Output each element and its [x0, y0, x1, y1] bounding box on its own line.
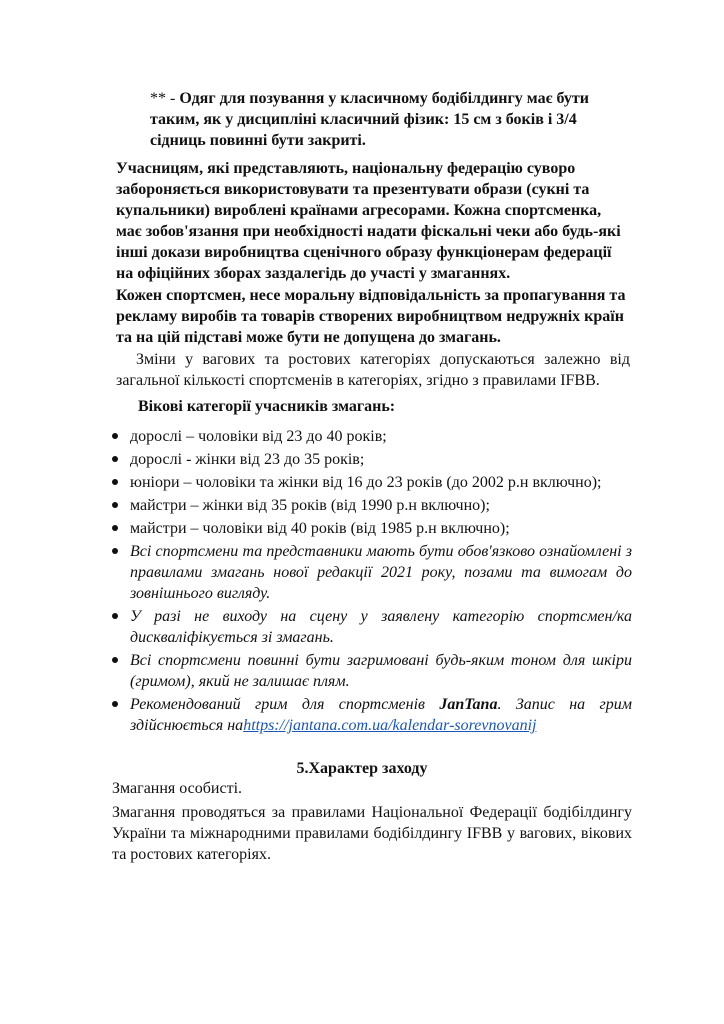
paragraph-aggressor-costumes: Учасницям, які представляють, національну федерацію суворо забороняється використовувати та презентувати образи (сукні та купальники) вироблені країнами агресорами. Кожна спортсменка, має зобов'язання при необхідності надати фіскальні чеки або будь-які інші докази виробництва сценічного образу функціонерам федерації на офіційних зборах заздалегідь до участі у змаганнях. [116, 160, 621, 282]
list-item-text: юніори – чоловіки та жінки від 16 до 23 років (до 2002 р.н включно); [130, 474, 602, 491]
note-text: Одяг для позування у класичному бодібілдингу має бути таким, як у дисципліні класичний фізик: 15 см з боків і 3/4 сідниць повинні бути закриті. [150, 90, 589, 149]
clothing-note [150, 88, 620, 151]
list-item [112, 449, 632, 470]
list-item [112, 694, 632, 736]
bullet-icon [112, 657, 118, 663]
paragraph-category-changes: Зміни у вагових та ростових категоріях допускаються залежно від загальної кількості спортсменів в категоріях, згідно з правилами IFBB. [116, 351, 630, 389]
bullet-icon [112, 525, 118, 531]
brand-name: JanTana [439, 696, 498, 713]
list-item [112, 541, 632, 604]
list-item-text: майстри – жінки від 35 років (від 1990 р.н включно); [130, 497, 490, 514]
list-item [112, 495, 632, 516]
paragraph-competition-rules: Змагання проводяться за правилами Національної Федерації бодібілдингу України та міжнародними правилами бодібілдингу IFBB у вагових, вікових та ростових категоріях. [112, 804, 632, 863]
bullet-icon [112, 433, 118, 439]
note-marker: ** - [150, 90, 180, 107]
bullet-icon [112, 548, 118, 554]
list-item-text: Всі спортсмени та представники мають бути обов'язково ознайомлені з правилами змагань нової редакції 2021 року, позами та вимогам до зовнішнього вигляду. [130, 543, 632, 602]
list-item [112, 472, 632, 493]
bullet-icon [112, 701, 118, 707]
bullet-icon [112, 479, 118, 485]
list-item-text: У разі не виходу на сцену у заявлену категорію спортсмен/ка дискваліфікується зі змагань. [130, 608, 632, 646]
bullet-icon [112, 613, 118, 619]
list-item-text: дорослі - жінки від 23 до 35 років; [130, 451, 365, 468]
list-item [112, 518, 632, 539]
makeup-text-mid: . Запис на грим здійснюється на [130, 696, 632, 734]
bullet-icon [112, 456, 118, 462]
list-item-text: дорослі – чоловіки від 23 до 40 років; [130, 428, 387, 445]
section-5-title: 5.Характер заходу [296, 760, 428, 777]
makeup-text-start: Рекомендований грим для спортсменів [130, 696, 440, 713]
list-item [112, 606, 632, 648]
list-item-text: Всі спортсмени повинні бути загримовані будь-яким тоном для шкіри (гримом), який не залишає плям. [130, 652, 632, 690]
age-categories-heading: Вікові категорії учасників змагань: [138, 398, 396, 415]
list-item [112, 426, 632, 447]
paragraph-personal-competition: Змагання особисті. [112, 780, 243, 797]
list-item-text: майстри – чоловіки від 40 років (від 1985 р.н включно); [130, 520, 510, 537]
age-categories-list [112, 426, 632, 738]
bullet-icon [112, 502, 118, 508]
registration-link[interactable]: https://jantana.com.ua/kalendar-sorevnovanij [243, 717, 537, 734]
paragraph-moral-responsibility: Кожен спортсмен, несе моральну відповідальність за пропагування та рекламу виробів та товарів створених виробництвом недружніх країн та на цій підставі може бути не допущена до змагань. [116, 287, 626, 346]
list-item [112, 650, 632, 692]
